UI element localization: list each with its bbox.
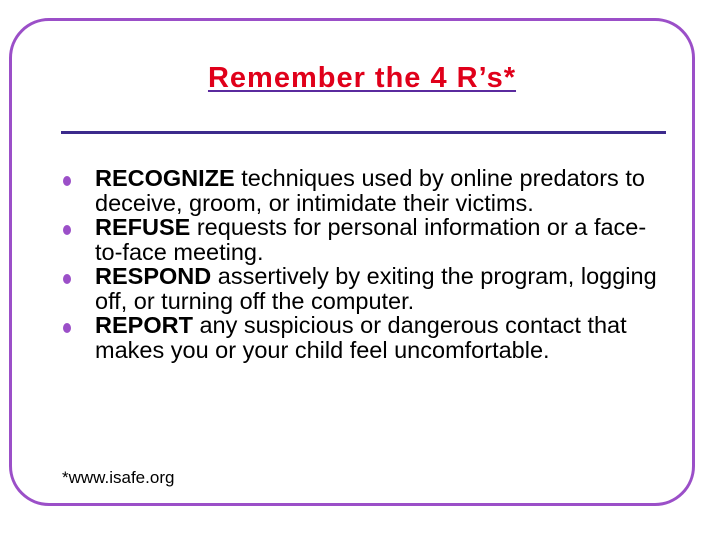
bullet-text: techniques used by online predators to deceive, groom, or intimidate their victims. [95, 165, 645, 216]
slide-title-text: Remember the 4 R’s* [207, 62, 517, 94]
list-item-refuse [63, 215, 673, 264]
bullet-dot-icon [63, 274, 71, 284]
source-footnote: *www.isafe.org [62, 468, 175, 487]
bullet-text: requests for personal information or a face-to-face meeting. [95, 214, 647, 265]
bullet-list [63, 166, 673, 362]
bullet-keyword: RESPOND [95, 263, 212, 289]
list-item-recognize [63, 166, 673, 215]
bullet-keyword: RECOGNIZE [95, 165, 235, 191]
bullet-text: any suspicious or dangerous contact that makes you or your child feel uncomfortable. [95, 312, 627, 363]
list-item-respond [63, 264, 673, 313]
bullet-dot-icon [63, 225, 71, 235]
title-divider [61, 131, 666, 134]
bullet-text: assertively by exiting the program, logging off, or turning off the computer. [95, 263, 657, 314]
list-item-report [63, 313, 673, 362]
bullet-dot-icon [63, 323, 71, 333]
bullet-dot-icon [63, 176, 71, 186]
bullet-keyword: REPORT [95, 312, 193, 338]
slide-title [0, 60, 720, 96]
bullet-keyword: REFUSE [95, 214, 191, 240]
